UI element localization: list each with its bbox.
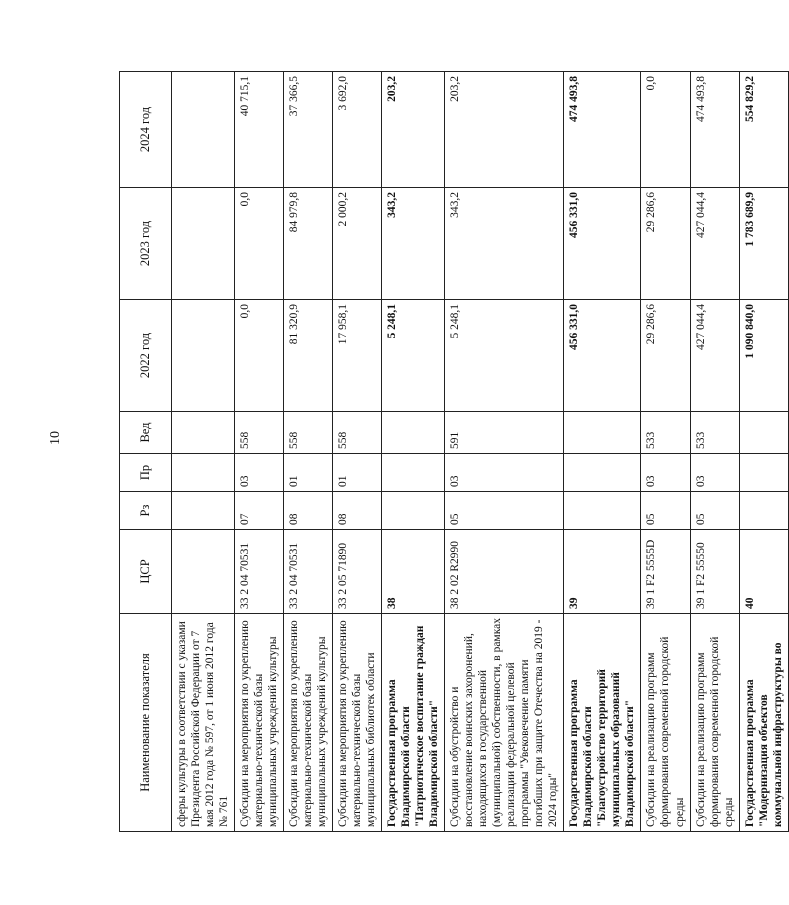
cell-2023: 456 331,0 — [564, 188, 641, 300]
cell-2023: 427 044,4 — [690, 188, 739, 300]
table-row — [564, 72, 641, 832]
cell-csr: 33 2 04 70531 — [284, 530, 333, 614]
cell-2023: 2 000,2 — [333, 188, 382, 300]
cell-name: Государственная программа Владимирской области "Благоустройство территорий муниципальных образований Владимирской области" — [564, 614, 641, 832]
table-row — [333, 72, 382, 832]
cell-2023: 0,0 — [235, 188, 284, 300]
cell-2023: 29 286,6 — [641, 188, 690, 300]
table-row — [172, 72, 235, 832]
cell-rz: 05 — [641, 492, 690, 530]
cell-2024: 203,2 — [445, 72, 564, 188]
table-row — [739, 72, 788, 832]
cell-2024: 0,0 — [641, 72, 690, 188]
cell-ved — [172, 412, 235, 454]
cell-pr: 03 — [445, 454, 564, 492]
cell-2023: 1 783 689,9 — [739, 188, 788, 300]
cell-pr — [382, 454, 445, 492]
cell-rz: 08 — [333, 492, 382, 530]
header-2024: 2024 год — [120, 72, 172, 188]
cell-pr: 03 — [690, 454, 739, 492]
cell-ved: 558 — [284, 412, 333, 454]
cell-csr: 33 2 04 70531 — [235, 530, 284, 614]
cell-rz: 08 — [284, 492, 333, 530]
cell-csr: 40 — [739, 530, 788, 614]
header-rz: Рз — [120, 492, 172, 530]
cell-ved: 591 — [445, 412, 564, 454]
cell-ved: 533 — [641, 412, 690, 454]
cell-csr — [172, 530, 235, 614]
cell-rz: 07 — [235, 492, 284, 530]
cell-csr: 38 2 02 R2990 — [445, 530, 564, 614]
cell-name: Субсидии на реализацию программ формирования современной городской среды — [641, 614, 690, 832]
header-name: Наименование показателя — [120, 614, 172, 832]
cell-name: Государственная программа "Модернизация объектов коммунальной инфраструктуры во — [739, 614, 788, 832]
cell-2022: 427 044,4 — [690, 300, 739, 412]
header-ved: Вед — [120, 412, 172, 454]
cell-rz: 05 — [690, 492, 739, 530]
cell-2022: 0,0 — [235, 300, 284, 412]
cell-2024: 3 692,0 — [333, 72, 382, 188]
cell-rz — [739, 492, 788, 530]
cell-csr: 38 — [382, 530, 445, 614]
cell-2024: 40 715,1 — [235, 72, 284, 188]
cell-2022: 17 958,1 — [333, 300, 382, 412]
header-pr: Пр — [120, 454, 172, 492]
budget-table — [119, 71, 789, 832]
cell-ved: 558 — [235, 412, 284, 454]
cell-pr — [739, 454, 788, 492]
cell-2022: 81 320,9 — [284, 300, 333, 412]
cell-ved — [739, 412, 788, 454]
cell-2024: 37 366,5 — [284, 72, 333, 188]
table-header-row — [120, 72, 172, 832]
cell-name: Субсидии на мероприятия по укреплению материально-технической базы муниципальных учреждений культуры — [284, 614, 333, 832]
cell-2024: 474 493,8 — [564, 72, 641, 188]
budget-table-page — [119, 72, 784, 832]
cell-2022: 5 248,1 — [382, 300, 445, 412]
cell-name: сферы культуры в соответствии с указами Президента Российской Федерации от 7 мая 2012 года № 597, от 1 июня 2012 года № 761 — [172, 614, 235, 832]
cell-2022: 456 331,0 — [564, 300, 641, 412]
cell-2023: 343,2 — [382, 188, 445, 300]
cell-ved — [564, 412, 641, 454]
table-row — [235, 72, 284, 832]
cell-pr: 03 — [235, 454, 284, 492]
cell-2024: 474 493,8 — [690, 72, 739, 188]
table-row — [382, 72, 445, 832]
header-csr: ЦСР — [120, 530, 172, 614]
table-row — [284, 72, 333, 832]
cell-ved: 533 — [690, 412, 739, 454]
cell-name: Государственная программа Владимирской области "Патриотическое воспитание граждан Владимирской области" — [382, 614, 445, 832]
cell-2022: 1 090 840,0 — [739, 300, 788, 412]
cell-rz — [172, 492, 235, 530]
cell-2024: 554 829,2 — [739, 72, 788, 188]
header-2023: 2023 год — [120, 188, 172, 300]
table-row — [690, 72, 739, 832]
cell-rz: 05 — [445, 492, 564, 530]
cell-csr: 33 2 05 71890 — [333, 530, 382, 614]
cell-csr: 39 1 F2 55550 — [690, 530, 739, 614]
cell-2022 — [172, 300, 235, 412]
cell-ved — [382, 412, 445, 454]
cell-2023: 84 979,8 — [284, 188, 333, 300]
cell-csr: 39 — [564, 530, 641, 614]
cell-pr — [564, 454, 641, 492]
cell-name: Субсидии на реализацию программ формирования современной городской среды — [690, 614, 739, 832]
cell-2022: 5 248,1 — [445, 300, 564, 412]
cell-pr: 03 — [641, 454, 690, 492]
cell-2024: 203,2 — [382, 72, 445, 188]
cell-name: Субсидии на мероприятия по укреплению материально-технической базы муниципальных учреждений культуры — [235, 614, 284, 832]
cell-rz — [382, 492, 445, 530]
cell-2022: 29 286,6 — [641, 300, 690, 412]
cell-name: Субсидии на обустройство и восстановление воинских захоронений, находящихся в государственной (муниципальной) собственности, в рамках реализации федеральной целевой программы "Увековечение памяти погибших при защите Отечества на 2019 - 2024 годы" — [445, 614, 564, 832]
cell-pr — [172, 454, 235, 492]
cell-2023: 343,2 — [445, 188, 564, 300]
header-2022: 2022 год — [120, 300, 172, 412]
page-number: 10 — [48, 431, 63, 445]
table-row — [445, 72, 564, 832]
cell-2024 — [172, 72, 235, 188]
cell-rz — [564, 492, 641, 530]
cell-pr: 01 — [333, 454, 382, 492]
table-row — [641, 72, 690, 832]
cell-2023 — [172, 188, 235, 300]
cell-csr: 39 1 F2 5555D — [641, 530, 690, 614]
cell-name: Субсидии на мероприятия по укреплению материально-технической базы муниципальных библиотек области — [333, 614, 382, 832]
cell-pr: 01 — [284, 454, 333, 492]
table-body — [172, 72, 789, 832]
cell-ved: 558 — [333, 412, 382, 454]
